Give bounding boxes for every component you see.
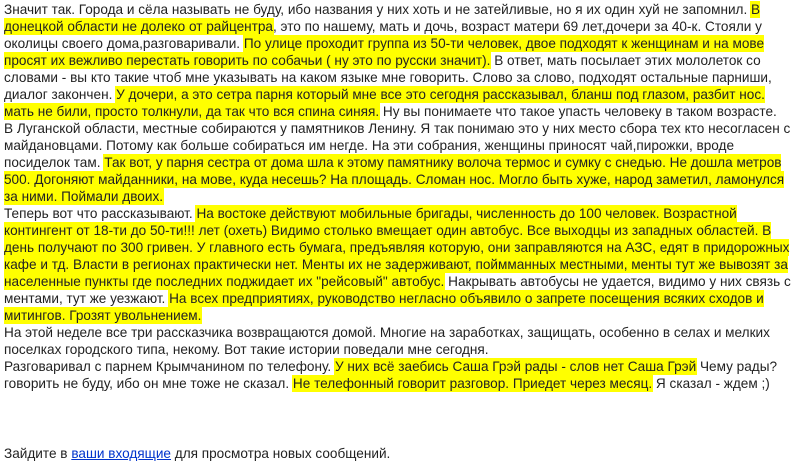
text-segment: Чему рады? говорить не буду, ибо он мне тоже не сказал. [4,359,778,391]
text-segment: Разговаривал с парнем Крымчанином по телефону. [4,359,335,374]
highlighted-text: На востоке действуют мобильные бригады, численность до 100 человек. Возрастной контингент от 18-ти до 50-ти!!! лет (охеть) Видимо столько вмещает один автобус. Все выходцы из западных областей. В день получают по 300 гривен. У главного есть бумага, предъявляя которую, они заправляются на АЗС, едят в придорожных кафе и тд. Власти в регионах практически нет. Менты их не задерживают, поймманных местными, менты тут же вывозят за населенные пункты где последних поджидает их "рейсовый" автобус. [4,206,790,289]
paragraph-5 [4,358,793,392]
highlighted-text: На всех предприятиях, руководство негласно объявило о запрете посещения всяких сходов и митингов. Грозят увольнением. [4,291,764,323]
text-segment: На этой неделе все три рассказчика возвращаются домой. Многие на заработках, защищать, особенно в селах и мелких поселках городского типа, некому. Вот такие истории поведали мне сегодня. [4,325,770,357]
text-segment: Я сказал - ждем ;) [652,376,770,391]
text-segment: Накрывать автобусы не удается, видимо у них связь с ментами, тут же уезжают. [4,274,791,306]
text-segment: Значит так. Города и сёла называть не буду, ибо названия у них хоть и не затейливые, но я их один хуй не запомнил. [4,2,752,17]
inbox-notice [4,445,390,462]
highlighted-text: У дочери, а это сетра парня который мне все это сегодня рассказывал, бланш под глазом, разбит нос. мать не били, просто толкнули, да так что вся спина синяя. [4,87,765,119]
paragraph-1 [4,1,793,120]
highlighted-text: В донецкой области не долеко от райцентра [4,2,761,34]
paragraph-2 [4,120,793,205]
text-segment: Ну вы понимаете что такое упасть человеку в таком возрасте. [379,104,777,119]
highlighted-text: Так вот, у парня сестра от дома шла к этому памятнику волоча термос и сумку с снедью. Не дошла метров 500. Догоняют майданники, на мове, куда несешь? На площадь. Сломан нос. Могло быть хуже, народ заметил, ламонулся за ними. Поймали двоих. [4,155,785,204]
highlighted-text: У них всё заебись Саша Грэй рады - слов нет Саша Грэй [334,359,697,374]
highlighted-text: По улице проходит группа из 50-ти человек, двое подходят к женщинам и на мове просят их вежливо перестать говорить по собачьи ( ну это по русски значит). [4,36,765,68]
inbox-notice-prefix: Зайдите в [4,446,72,461]
text-segment: Теперь вот что рассказывают. [4,206,197,221]
inbox-notice-suffix: для просмотра новых сообщений. [170,446,391,461]
text-segment: В Луганской области, местные собираются у памятников Ленину. Я так понимаю это у них место сбора тех кто несогласен с майдановцами. Потому как больше собираться им негде. На эти собрания, женщины приносят чай,пирожки, вроде посиделок там. [4,121,791,170]
paragraph-4 [4,324,793,358]
inbox-link[interactable]: ваши входящие [71,446,171,461]
message-body [4,1,793,392]
paragraph-3 [4,205,793,324]
text-segment: В ответ, мать посылает этих мололеток со словами - вы кто такие чтоб мне указывать на каком языке мне говорить. Слово за слово, подходят остальные парниши, диалог закончен. [4,53,772,102]
text-segment: , это по нашему, мать и дочь, возраст матери 69 лет,дочери за 40-к. Стояли у околицы своего дома,разговаривали. [4,19,762,51]
highlighted-text: Не телефонный говорит разговор. Приедет через месяц. [292,376,653,391]
